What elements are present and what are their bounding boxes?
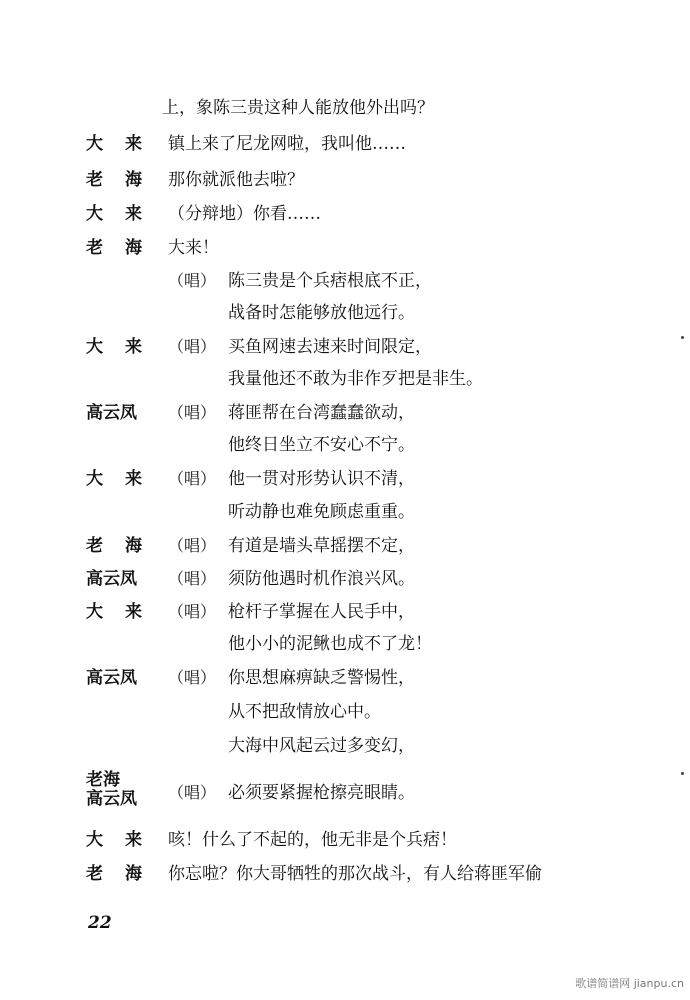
speaker-name: 高云凤 xyxy=(86,668,137,688)
speaker-name-stacked: 老海 高云凤 xyxy=(86,770,137,809)
verse-text: 战备时怎能够放他远行。 xyxy=(228,303,415,323)
speaker-name: 老海 xyxy=(86,864,164,884)
verse-text: 买鱼网速去速来时间限定， xyxy=(228,337,432,357)
dialogue-text: 上，象陈三贵这种人能放他外出吗？ xyxy=(162,98,434,118)
watermark: 歌谱简谱网 jianpu.cn xyxy=(575,977,684,990)
verse-text: 听动静也难免顾虑重重。 xyxy=(228,502,415,522)
speaker-name: 老海 xyxy=(86,536,164,556)
verse-text: 枪杆子掌握在人民手中， xyxy=(228,602,415,622)
sing-direction: （唱） xyxy=(168,271,217,290)
scan-speck xyxy=(681,772,684,775)
verse-text: 他小小的泥鳅也成不了龙！ xyxy=(228,634,432,654)
speaker-name: 高云凤 xyxy=(86,403,137,423)
verse-text: 必须要紧握枪擦亮眼睛。 xyxy=(228,783,415,803)
verse-text: 我量他还不敢为非作歹把是非生。 xyxy=(228,369,483,389)
speaker-name: 老海 xyxy=(86,238,164,258)
speaker-name: 大来 xyxy=(86,337,164,357)
dialogue-text: 大来！ xyxy=(168,238,219,258)
verse-text: 陈三贵是个兵痞根底不正， xyxy=(228,271,432,291)
dialogue-text: 镇上来了尼龙网啦，我叫他…… xyxy=(168,134,406,154)
speaker-name: 大来 xyxy=(86,469,164,489)
speaker-name: 大来 xyxy=(86,830,164,850)
dialogue-text: 那你就派他去啦？ xyxy=(168,170,304,190)
verse-text: 蒋匪帮在台湾蠢蠢欲动， xyxy=(228,403,415,423)
sing-direction: （唱） xyxy=(168,469,217,488)
verse-text: 有道是墙头草摇摆不定， xyxy=(228,536,415,556)
verse-text: 你思想麻痹缺乏警惕性， xyxy=(228,668,415,688)
sing-direction: （唱） xyxy=(168,602,217,621)
scan-speck xyxy=(681,336,684,339)
sing-direction: （唱） xyxy=(168,536,217,555)
speaker-name: 老海 xyxy=(86,170,164,190)
verse-text: 须防他遇时机作浪兴风。 xyxy=(228,569,415,589)
sing-direction: （唱） xyxy=(168,783,217,802)
verse-text: 他一贯对形势认识不清， xyxy=(228,469,415,489)
speaker-name: 大来 xyxy=(86,602,164,622)
page-number: 22 xyxy=(88,913,112,933)
dialogue-text: （分辩地）你看…… xyxy=(168,204,321,224)
sing-direction: （唱） xyxy=(168,668,217,687)
sing-direction: （唱） xyxy=(168,569,217,588)
dialogue-text: 咳！什么了不起的，他无非是个兵痞！ xyxy=(168,830,457,850)
speaker-name: 大来 xyxy=(86,204,164,224)
speaker-name: 大来 xyxy=(86,134,164,154)
dialogue-text: 你忘啦？你大哥牺牲的那次战斗，有人给蒋匪军偷 xyxy=(168,864,542,884)
verse-text: 大海中风起云过多变幻， xyxy=(228,736,415,756)
sing-direction: （唱） xyxy=(168,337,217,356)
verse-text: 他终日坐立不安心不宁。 xyxy=(228,435,415,455)
verse-text: 从不把敌情放心中。 xyxy=(228,702,381,722)
speaker-name: 高云凤 xyxy=(86,569,137,589)
sing-direction: （唱） xyxy=(168,403,217,422)
